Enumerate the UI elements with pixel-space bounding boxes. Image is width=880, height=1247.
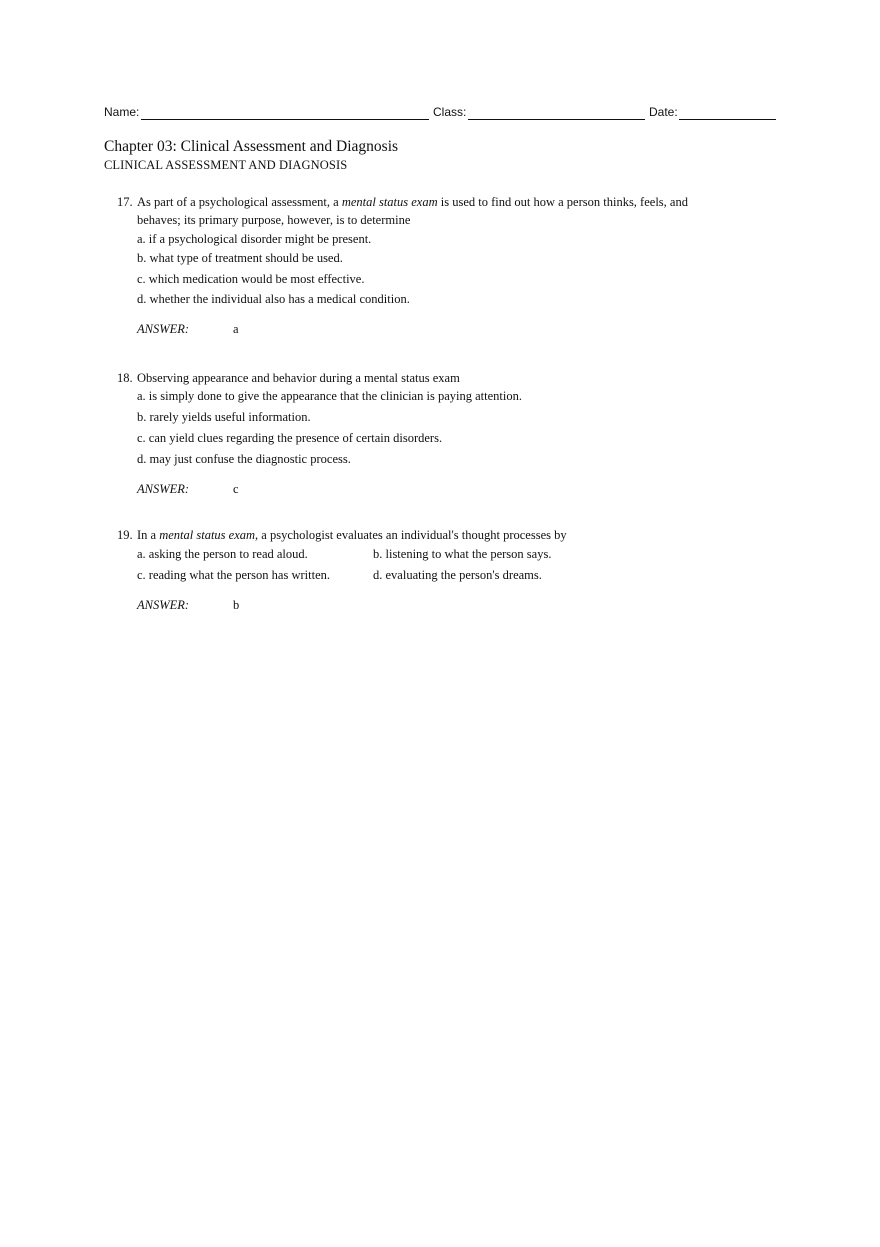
chapter-title: Chapter 03: Clinical Assessment and Diagnosis bbox=[104, 138, 399, 155]
answer-value: c bbox=[233, 482, 239, 496]
question-number: 19. bbox=[117, 528, 133, 542]
question-text-line2: behaves; its primary purpose, however, is to determine bbox=[137, 213, 411, 227]
date-field-line[interactable] bbox=[679, 119, 776, 120]
answer-label: ANSWER: bbox=[137, 322, 190, 336]
option-b: b. listening to what the person says. bbox=[373, 547, 552, 561]
option-a: a. asking the person to read aloud. bbox=[137, 547, 308, 561]
question-number: 18. bbox=[117, 371, 133, 385]
option-c: c. reading what the person has written. bbox=[137, 568, 330, 582]
option-d: d. whether the individual also has a medical condition. bbox=[137, 292, 410, 306]
class-label: Class: bbox=[433, 105, 467, 119]
option-c: c. can yield clues regarding the presence of certain disorders. bbox=[137, 431, 443, 445]
question-text: Observing appearance and behavior during a mental status exam bbox=[137, 371, 460, 385]
answer-value: a bbox=[233, 322, 239, 336]
section-title: CLINICAL ASSESSMENT AND DIAGNOSIS bbox=[104, 158, 348, 172]
option-a: a. if a psychological disorder might be present. bbox=[137, 232, 372, 246]
option-d: d. may just confuse the diagnostic process. bbox=[137, 452, 351, 466]
question-number: 17. bbox=[117, 195, 133, 209]
answer-label: ANSWER: bbox=[137, 598, 190, 612]
answer-label: ANSWER: bbox=[137, 482, 190, 496]
date-label: Date: bbox=[649, 105, 678, 119]
class-field-line[interactable] bbox=[468, 119, 645, 120]
option-a: a. is simply done to give the appearance that the clinician is paying attention. bbox=[137, 389, 522, 403]
question-text: In a mental status exam, a psychologist evaluates an individual's thought processes by bbox=[137, 528, 567, 542]
answer-value: b bbox=[233, 598, 240, 612]
option-c: c. which medication would be most effective. bbox=[137, 272, 365, 286]
student-info-header bbox=[104, 104, 776, 122]
question-text-line1: As part of a psychological assessment, a mental status exam is used to find out how a person thinks, feels, and bbox=[137, 195, 688, 209]
option-b: b. rarely yields useful information. bbox=[137, 410, 311, 424]
option-d: d. evaluating the person's dreams. bbox=[373, 568, 542, 582]
name-label: Name: bbox=[104, 105, 140, 119]
option-b: b. what type of treatment should be used. bbox=[137, 251, 343, 265]
name-field-line[interactable] bbox=[141, 119, 429, 120]
